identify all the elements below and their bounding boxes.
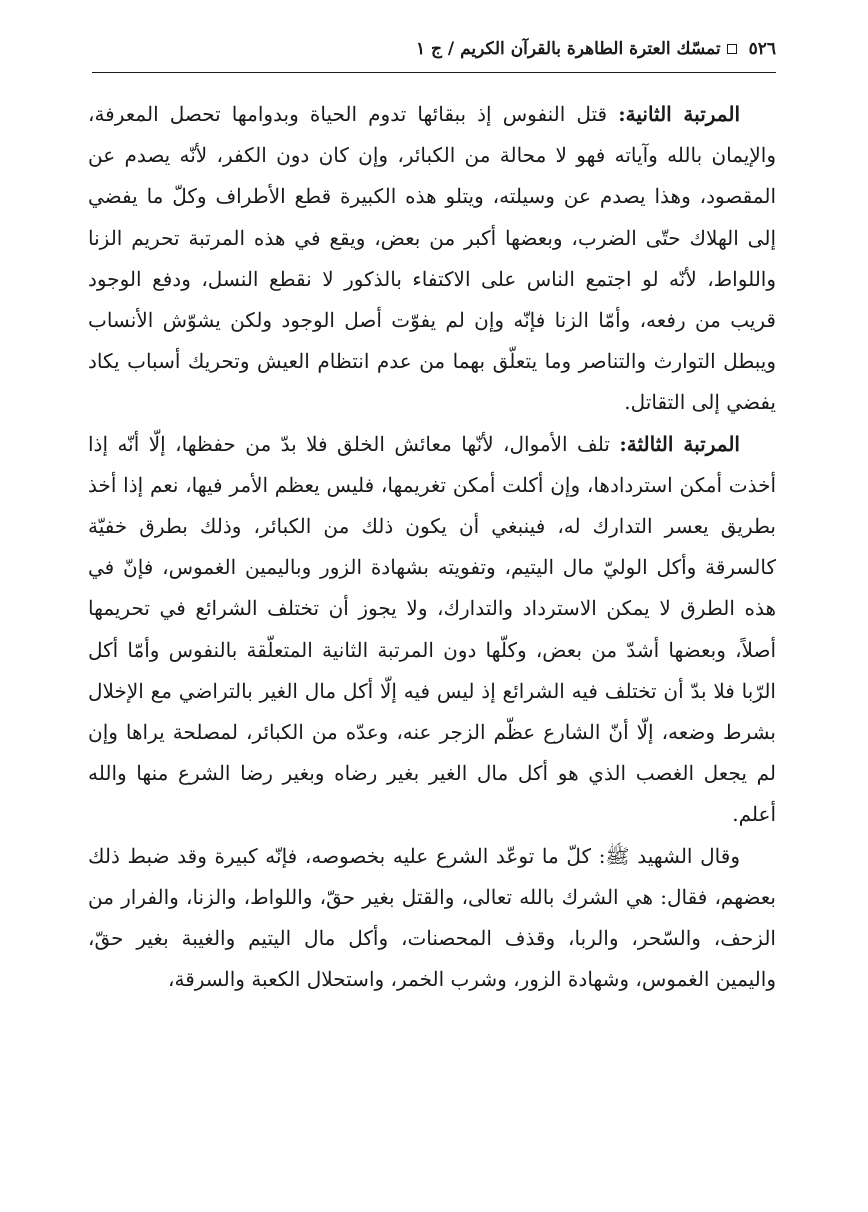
square-separator-icon: [727, 44, 737, 54]
paragraph: [88, 424, 776, 836]
paragraph: [88, 836, 776, 1001]
book-title: تمسّك العترة الطاهرة بالقرآن الكريم / ج ١: [415, 39, 721, 59]
page-number: ٥٢٦: [748, 39, 776, 59]
paragraph: [88, 94, 776, 424]
running-header: [92, 34, 776, 64]
paragraph-lead: المرتبة الثالثة:: [619, 431, 740, 456]
paragraph-text: قتل النفوس إذ ببقائها تدوم الحياة وبدوامها تحصل المعرفة، والإيمان بالله وآياته فهو لا محالة من الكبائر، وإن كان دون الكفر، لأنّه يصدم عن المقصود، وهذا يصدم عن وسيلته، ويتلو هذه الكبيرة قطع الأطراف وكلّ ما يفضي إلى الهلاك حتّى الضرب، وبعضها أكبر من بعض، ويقع في هذه المرتبة تحريم الزنا واللواط، لأنّه لو اجتمع الناس على الاكتفاء بالذكور لا نقطع النسل، ودفع الوجود قريب من رفعه، وأمّا الزنا فإنّه وإن لم يفوّت أصل الوجود ولكن يشوّش الأنساب ويبطل التوارث والتناصر وما يتعلّق بهما من عدم انتظام العيش وتحريك أسباب يكاد يفضي إلى التقاتل.: [88, 102, 776, 415]
header-divider: [92, 72, 776, 73]
paragraph-lead: المرتبة الثانية:: [618, 102, 741, 126]
paragraph-text: وقال الشهيد ﷺ: كلّ ما توعّد الشرع عليه بخصوصه، فإنّه كبيرة وقد ضبط ذلك بعضهم، فقال: هي الشرك بالله تعالى، والقتل بغير حقّ، واللواط، والزنا، والفرار من الزحف، والسّحر، والربا، وقذف المحصنات، وأكل مال اليتيم والغيبة بغير حقّ، واليمين الغموس، وشهادة الزور، وشرب الخمر، واستحلال الكعبة والسرقة،: [88, 843, 776, 992]
paragraph-text: تلف الأموال، لأنّها معائش الخلق فلا بدّ من حفظها، إلّا أنّه إذا أخذت أمكن استردادها، وإن أكلت أمكن تغريمها، فليس يعظم الأمر فيها، نعم إذا أخذ بطريق يعسر التدارك له، فينبغي أن يكون ذلك من الكبائر، وذلك بطرق خفيّة كالسرقة وأكل الوليّ مال اليتيم، وتفويته بشهادة الزور وباليمين الغموس، فإنّ في هذه الطرق لا يمكن الاسترداد والتدارك، ولا يجوز أن تختلف الشرائع في تحريمها أصلاً، وبعضها أشدّ من بعض، وكلّها دون المرتبة الثانية المتعلّقة بالنفوس وأمّا أكل الرّبا فلا بدّ أن تختلف فيه الشرائع إذ ليس فيه إلّا أكل مال الغير بالتراضي مع الإخلال بشرط وضعه، إلّا أنّ الشارع عظّم الزجر عنه، وعدّه من الكبائر، لمصلحة يراها وإن لم يجعل الغصب الذي هو أكل مال الغير بغير رضاه وبغير رضا الشرع منها والله أعلم.: [88, 431, 776, 827]
body-text: [88, 94, 776, 1000]
